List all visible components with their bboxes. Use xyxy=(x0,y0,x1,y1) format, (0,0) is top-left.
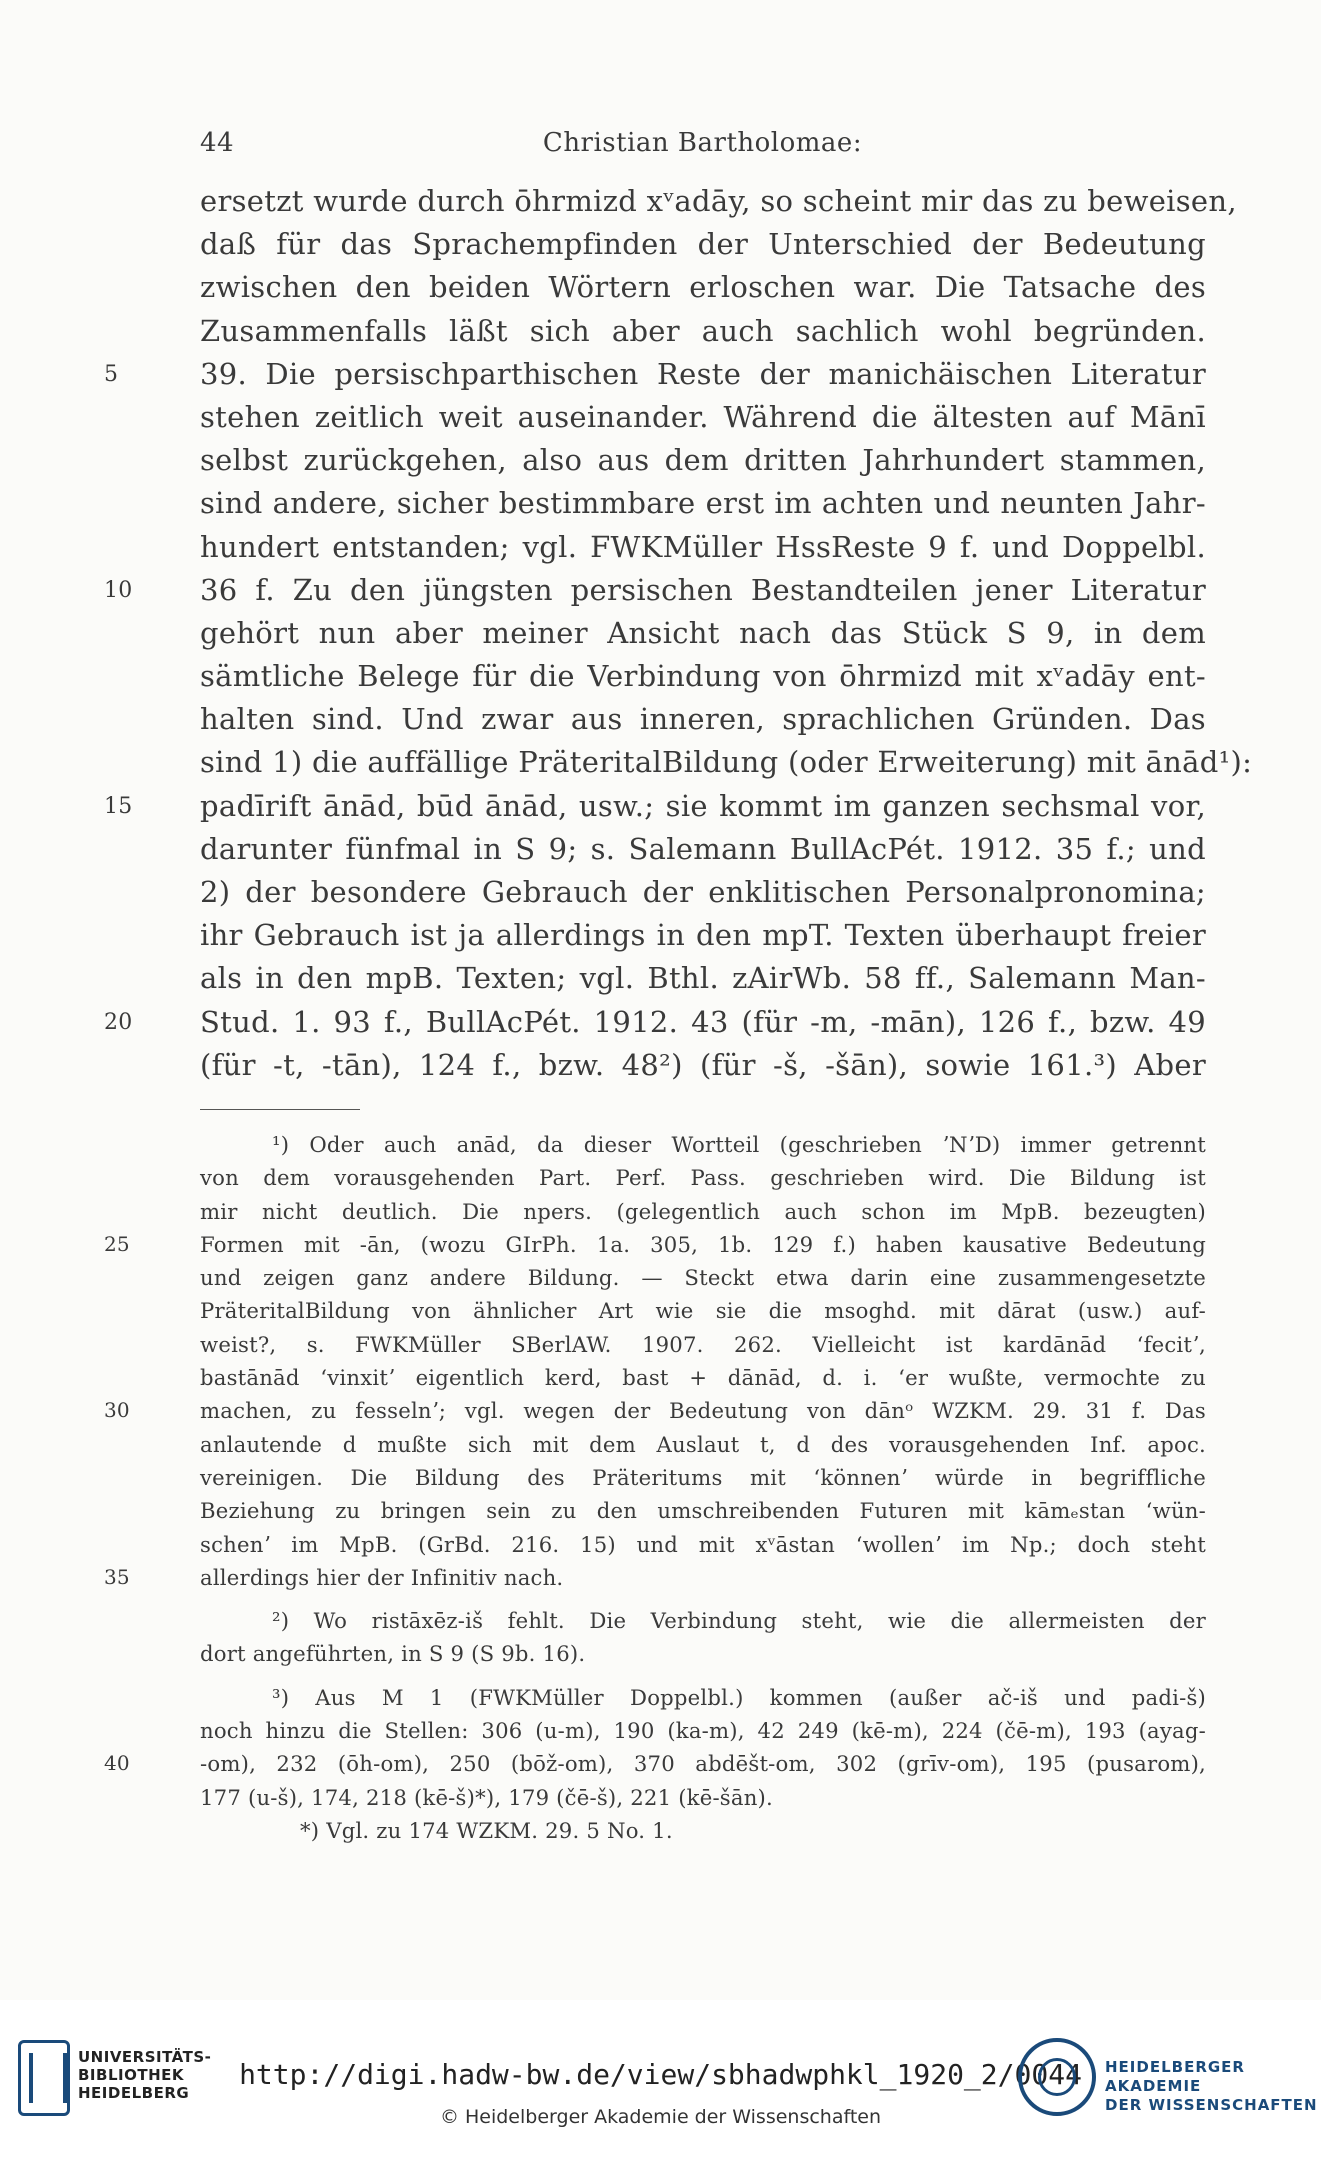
line-text: ihr Gebrauch ist ja allerdings in den mpT. Texten überhaupt freier xyxy=(200,918,1206,953)
line-text: gehört nun aber meiner Ansicht nach das Stück S 9, in dem xyxy=(200,615,1206,650)
copyright-notice: © Heidelberger Akademie der Wissenschaften xyxy=(439,2106,882,2128)
body-line xyxy=(200,612,1206,655)
footnote-line xyxy=(200,1328,1206,1361)
footnote-line xyxy=(200,1528,1206,1561)
line-text: daß für das Sprachempfinden der Unterschied der Bedeutung xyxy=(200,227,1206,262)
footnote-line xyxy=(200,1161,1206,1194)
line-text: zwischen den beiden Wörtern erloschen war. Die Tatsache des xyxy=(200,270,1206,305)
footnote-line xyxy=(200,1604,1206,1637)
line-text: PräteritalBildung von ähnlicher Art wie sie die msoghd. mit dārat (usw.) auf- xyxy=(200,1298,1206,1324)
footnote-line xyxy=(200,1294,1206,1327)
line-text: mir nicht deutlich. Die npers. (gelegentlich auch schon im MpB. bezeugten) xyxy=(200,1198,1206,1224)
line-number: 30 xyxy=(104,1398,130,1423)
main-text xyxy=(104,180,1253,1087)
body-line xyxy=(200,871,1206,914)
line-text: -om), 232 (ōh-om), 250 (bōž-om), 370 abdēšt-om, 302 (grīv-om), 195 (pusarom), xyxy=(200,1751,1206,1777)
line-text: bastānād ʻvinxitʼ eigentlich kerd, bast + dānād, d. i. ʻer wußte, vermochte zu xyxy=(200,1365,1206,1391)
footnote-line xyxy=(200,1428,1206,1461)
line-text: ersetzt wurde durch ōhrmizd xᵛadāy, so scheint mir das zu beweisen, xyxy=(200,184,1237,218)
line-text: ¹) Oder auch anād, da dieser Wortteil (geschrieben ʼNʼD) immer getrennt xyxy=(272,1131,1206,1157)
line-text: Stud. 1. 93 f., BullAcPét. 1912. 43 (für -m, -mān), 126 f., bzw. 49 xyxy=(200,1004,1206,1039)
body-line xyxy=(200,526,1206,569)
line-text: padīrift ānād, būd ānād, usw.; sie kommt im ganzen sechsmal vor, xyxy=(200,788,1206,823)
line-text: noch hinzu die Stellen: 306 (u-m), 190 (ka-m), 42 249 (kē-m), 224 (čē-m), 193 (ayag- xyxy=(200,1717,1206,1743)
body-line xyxy=(104,353,1206,396)
line-text: sind andere, sicher bestimmbare erst im achten und neunten Jahr- xyxy=(200,486,1206,521)
line-text: 39. Die persischparthischen Reste der manichäischen Literatur xyxy=(200,356,1206,391)
line-number: 40 xyxy=(104,1751,130,1776)
body-line xyxy=(200,266,1206,309)
line-number: 15 xyxy=(104,793,133,819)
body-line xyxy=(200,439,1206,482)
line-text: sind 1) die auffällige PräteritalBildung (oder Erweiterung) mit ānād¹): xyxy=(200,745,1253,780)
line-text: Zusammenfalls läßt sich aber auch sachlich wohl begründen. xyxy=(200,313,1206,348)
body-line xyxy=(200,310,1206,353)
footnote-line xyxy=(200,1261,1206,1294)
line-text: von dem vorausgehenden Part. Perf. Pass. geschrieben wird. Die Bildung ist xyxy=(200,1165,1206,1191)
line-text: (für -t, -tān), 124 f., bzw. 48²) (für -š, -šān), sowie 161.³) Aber xyxy=(200,1047,1206,1082)
footnote-line xyxy=(200,1714,1206,1747)
body-line xyxy=(200,1044,1206,1087)
line-text: anlautende d mußte sich mit dem Auslaut t, d des vorausgehenden Inf. apoc. xyxy=(200,1431,1206,1457)
line-text: darunter fünfmal in S 9; s. Salemann BullAcPét. 1912. 35 f.; und xyxy=(200,831,1206,866)
viewer-footer xyxy=(0,2000,1321,2158)
footnote-gap xyxy=(200,1594,1206,1604)
line-text: Formen mit -ān, (wozu GIrPh. 1a. 305, 1b. 129 f.) haben kausative Bedeutung xyxy=(200,1231,1206,1257)
line-text: ²) Wo ristāxēz-iš fehlt. Die Verbindung steht, wie die allermeisten der xyxy=(272,1608,1206,1634)
footnotes xyxy=(104,1128,1206,1847)
line-text: 177 (u-š), 174, 218 (kē-š)*), 179 (čē-š), 221 (kē-šān). xyxy=(200,1784,773,1810)
document-url-link[interactable]: http://digi.hadw-bw.de/view/sbhadwphkl_1920_2/0044 xyxy=(239,2058,1082,2091)
academy-name[interactable]: HEIDELBERGER AKADEMIE DER WISSENSCHAFTEN xyxy=(1105,2058,1318,2114)
footnote-line xyxy=(104,1747,1206,1780)
line-number: 20 xyxy=(104,1009,133,1035)
page-number: 44 xyxy=(200,128,235,158)
line-number: 35 xyxy=(104,1564,130,1589)
footnote-line xyxy=(104,1394,1206,1427)
line-text: 2) der besondere Gebrauch der enklitischen Personalpronomina; xyxy=(200,875,1206,909)
line-number: 5 xyxy=(104,361,119,387)
university-library-name[interactable]: UNIVERSITÄTS- BIBLIOTHEK HEIDELBERG xyxy=(78,2048,212,2102)
line-text: sämtliche Belege für die Verbindung von ōhrmizd mit xᵛadāy ent- xyxy=(200,659,1206,694)
body-line xyxy=(200,655,1206,698)
body-line xyxy=(104,1001,1206,1044)
body-line xyxy=(200,828,1206,871)
footnote-line xyxy=(200,1637,1206,1670)
line-text: als in den mpB. Texten; vgl. Bthl. zAirWb. 58 ff., Salemann Man- xyxy=(200,961,1206,996)
academy-seal-icon[interactable] xyxy=(1018,2038,1096,2116)
line-number: 10 xyxy=(104,577,133,603)
body-line xyxy=(200,914,1206,957)
line-text: dort angeführten, in S 9 (S 9b. 16). xyxy=(200,1641,586,1667)
footnote-line xyxy=(104,1561,1206,1594)
line-text: *) Vgl. zu 174 WZKM. 29. 5 No. 1. xyxy=(300,1817,673,1843)
body-line xyxy=(200,957,1206,1000)
footnote-line xyxy=(200,1461,1206,1494)
line-text: selbst zurückgehen, also aus dem dritten Jahrhundert stammen, xyxy=(200,443,1206,478)
footnote-line xyxy=(200,1195,1206,1228)
line-number: 25 xyxy=(104,1231,130,1256)
line-text: allerdings hier der Infinitiv nach. xyxy=(200,1564,564,1590)
body-line xyxy=(200,698,1206,741)
line-text: machen, zu fesselnʼ; vgl. wegen der Bedeutung von dānᵒ WZKM. 29. 31 f. Das xyxy=(200,1398,1206,1424)
line-text: hundert entstanden; vgl. FWKMüller HssReste 9 f. und Doppelbl. xyxy=(200,529,1206,564)
running-head: Christian Bartholomae: xyxy=(542,128,863,158)
body-line xyxy=(200,741,1253,784)
footnote-line xyxy=(200,1361,1206,1394)
line-text: schenʼ im MpB. (GrBd. 216. 15) und mit xᵛāstan ʻwollenʼ im Np.; doch steht xyxy=(200,1531,1206,1557)
body-line xyxy=(200,180,1237,223)
line-text: weist?, s. FWKMüller SBerlAW. 1907. 262. Vielleicht ist kardānād ʻfecitʼ, xyxy=(200,1331,1206,1357)
body-line xyxy=(200,223,1206,266)
body-line xyxy=(104,569,1206,612)
line-text: halten sind. Und zwar aus inneren, sprachlichen Gründen. Das xyxy=(200,702,1206,737)
footnote-line xyxy=(200,1494,1206,1527)
body-line xyxy=(200,396,1206,439)
footnote-line xyxy=(200,1681,1206,1714)
line-text: 36 f. Zu den jüngsten persischen Bestandteilen jener Literatur xyxy=(200,572,1206,607)
line-text: ³) Aus M 1 (FWKMüller Doppelbl.) kommen (außer ač-iš und padi-š) xyxy=(272,1684,1206,1710)
line-text: stehen zeitlich weit auseinander. Während die ältesten auf Mānī xyxy=(200,399,1206,434)
footnote-line xyxy=(200,1128,1206,1161)
footnote-rule xyxy=(200,1109,360,1110)
footnote-line xyxy=(104,1228,1206,1261)
line-text: und zeigen ganz andere Bildung. — Steckt etwa darin eine zusammengesetzte xyxy=(200,1265,1206,1291)
footnote-line xyxy=(200,1781,1206,1814)
body-line xyxy=(104,785,1206,828)
footnote-line xyxy=(200,1814,1206,1847)
footnote-gap xyxy=(200,1671,1206,1681)
body-line xyxy=(200,482,1206,525)
line-text: Beziehung zu bringen sein zu den umschreibenden Futuren mit kāmₑstan ʻwün- xyxy=(200,1498,1206,1524)
page-body xyxy=(104,180,1253,1847)
line-text: vereinigen. Die Bildung des Präteritums mit ʻkönnenʼ würde in begriffliche xyxy=(200,1464,1206,1490)
